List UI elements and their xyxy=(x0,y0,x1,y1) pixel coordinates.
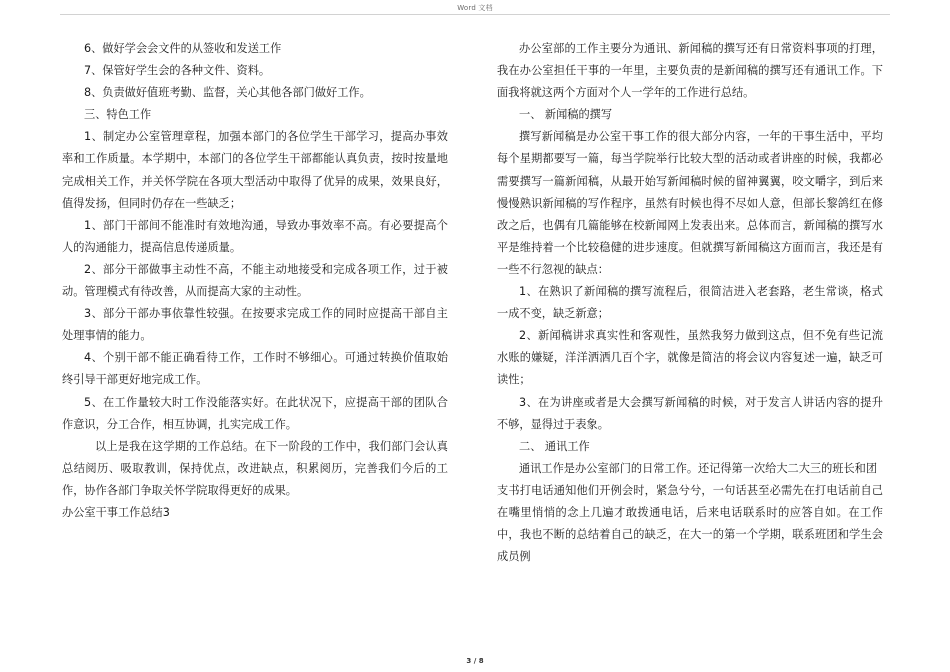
paragraph: 5、在工作量较大时工作没能落实好。在此状况下，应提高干部的团队合作意识，分工合作，相互协调，扎实完成工作。 xyxy=(62,395,448,431)
paragraph: 二、 通讯工作 xyxy=(519,439,590,453)
paragraph: 2、新闻稿讲求真实性和客观性，虽然我努力做到这点，但不免有些记流水账的嫌疑，洋洋洒洒几百个字，就像是简洁的将会议内容复述一遍，缺乏可读性； xyxy=(497,329,883,387)
left-column xyxy=(62,38,448,524)
paragraph: 通讯工作是办公室部门的日常工作。还记得第一次给大二大三的班长和团 xyxy=(519,461,878,475)
paragraph: 1、制定办公室管理章程，加强本部门的各位学生干部学习，提高办事效率和工作质量。本学期中，本部门的各位学生干部都能认真负责，按时按量地完成相关工作，并关怀学院在各项大型活动中取得了优异的成果，效果良好，值得发扬，但同时仍存在一些缺乏； xyxy=(62,130,448,210)
paragraph: 3、在为讲座或者是大会撰写新闻稿的时候，对于发言人讲话内容的提升不够，显得过于表象。 xyxy=(497,395,883,431)
right-column xyxy=(497,38,883,568)
paragraph: 7、保管好学生会的各种文件、资料。 xyxy=(84,64,271,78)
page-number: 3 / 8 xyxy=(466,657,484,665)
paragraph: 办公室部的工作主要分为通讯、新闻稿的撰写还有日常资料事项的打理，我在办公室担任干事的一年里，主要负责的是新闻稿的撰写还有通讯工作。下面我将就这两个方面对个人一学年的工作进行总结。 xyxy=(497,42,883,100)
paragraph: 支书打电话通知他们开例会时，紧急兮兮，一句话甚至必需先在打电话前自己在嘴里悄悄的念上几遍才敢拨通电话，后来电话联系时的应答自如。在工作中，我也不断的总结着自己的缺乏，在大一的第一个学期，联系班团和学生会成员例 xyxy=(497,483,883,564)
paragraph: 一、 新闻稿的撰写 xyxy=(519,108,613,122)
paragraph: 2、部分干部做事主动性不高，不能主动地接受和完成各项工作，过于被动。管理模式有待改善，从而提高大家的主动性。 xyxy=(62,262,448,299)
paragraph: 三、特色工作 xyxy=(84,108,152,122)
paragraph: 办公室干事工作总结3 xyxy=(62,505,170,519)
paragraph: 以上是我在这学期的工作总结。在下一阶段的工作中，我们部门会认真总结阅历、吸取教训，保持优点，改进缺点，积累阅历，完善我们今后的工作，协作各部门争取关怀学院取得更好的成果。 xyxy=(62,439,448,497)
paragraph: 6、做好学会会文件的从签收和发送工作 xyxy=(84,42,282,55)
paragraph: 撰写新闻稿是办公室干事工作的很大部分内容，一年的干事生活中，平均每个星期都要写一篇，每当学院举行比较大型的活动或者讲座的时候，我都必需要撰写一篇新闻稿，从最开始写新闻稿时候的留神翼翼，咬文嚼字，到后来慢慢熟识新闻稿的写作程序，虽然有时候也得不尽如人意，但部长黎鸽红在修改之后，也偶有几篇能够在校新闻网上发表出来。总体而言，新闻稿的撰写水平是维持着一个比较稳健的进步速度。但就撰写新闻稿这方面而言，我还是有一些不行忽视的缺点： xyxy=(497,130,883,276)
paragraph: 4、个别干部不能正确看待工作，工作时不够细心。可通过转换价值取始终引导干部更好地完成工作。 xyxy=(62,351,448,387)
document-header: Word 文档 xyxy=(457,4,493,12)
paragraph: 1、部门干部间不能准时有效地沟通，导致办事效率不高。有必要提高个人的沟通能力，提高信息传递质量。 xyxy=(62,218,448,254)
paragraph: 3、部分干部办事依靠性较强。在按要求完成工作的同时应提高干部自主处理事情的能力。 xyxy=(62,307,448,343)
paragraph: 1、在熟识了新闻稿的撰写流程后，很简洁进入老套路，老生常谈，格式一成不变，缺乏新意； xyxy=(497,285,883,321)
header-divider xyxy=(60,14,890,15)
paragraph: 8、负责做好值班考勤、监督，关心其他各部门做好工作。 xyxy=(84,86,371,100)
